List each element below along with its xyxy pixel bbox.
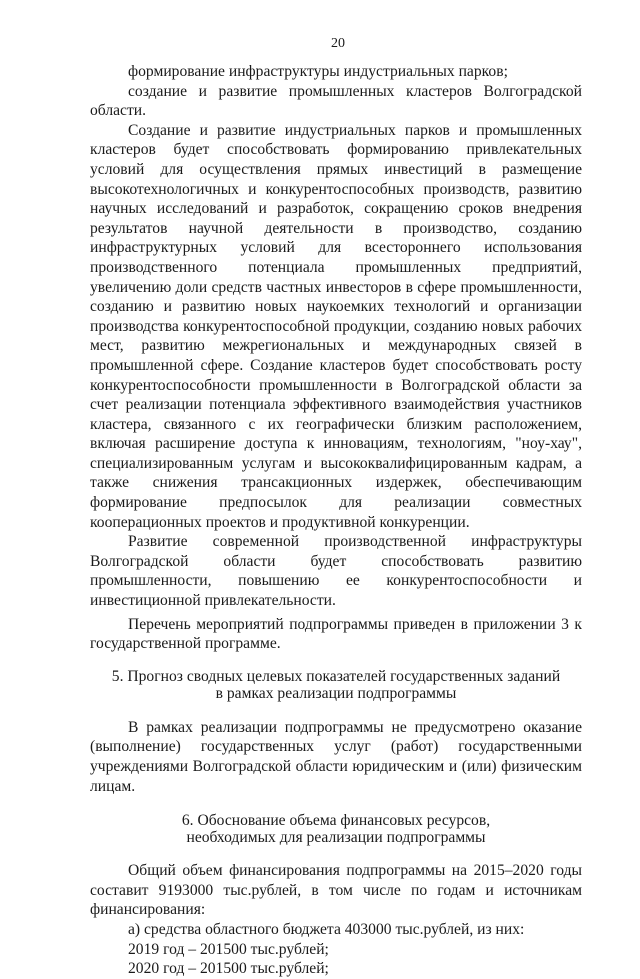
paragraph: 2019 год – 201500 тыс.рублей;: [128, 940, 329, 958]
paragraph: Перечень мероприятий подпрограммы приведен в приложении 3 к государственной программе.: [90, 615, 582, 653]
paragraph: формирование инфраструктуры индустриальных парков;: [128, 63, 508, 80]
paragraph: создание и развитие промышленных кластеров Волгоградской области.: [90, 82, 582, 120]
paragraph: а) средства областного бюджета 403000 тыс.рублей, из них:: [128, 920, 525, 938]
section-heading: [90, 812, 582, 846]
section-heading-line: 6. Обоснование объема финансовых ресурсов,: [181, 812, 491, 830]
page-number: 20: [331, 36, 345, 51]
section-heading-line: в рамках реализации подпрограммы: [215, 684, 457, 702]
paragraph: В рамках реализации подпрограммы не предусмотрено оказание (выполнение) государственных услуг (работ) государственными учреждениями Волгоградской области юридическим и (или) физическим лицам.: [90, 718, 582, 795]
paragraph: Создание и развитие индустриальных парков и промышленных кластеров будет способствовать формированию привлекательных условий для осуществления прямых инвестиций в размещение высокотехнологичных и конкурентоспособных производств, развитию научных исследований и разработок, сокращению сроков внедрения результатов научной деятельности в производство, созданию инфраструктурных условий для всестороннего использования производственного потенциала промышленных предприятий, увеличению доли средств частных инвесторов в сфере промышленности, созданию и развитию новых наукоемких технологий и организации производства конкурентоспособной продукции, созданию новых рабочих мест, развитию межрегиональных и международных связей в промышленной сфере. Создание кластеров будет способствовать росту конкурентоспособности промышленности в Волгоградской области за счет реализации потенциала эффективного взаимодействия участников кластера, связанного с их географически близким расположением, включая расширение доступа к инновациям, технологиям, "ноу-хау", специализированным услугам и высококвалифицированным кадрам, а также снижения трансакционных издержек, обеспечивающим формирование предпосылок для реализации совместных кооперационных проектов и продуктивной конкуренции.: [90, 121, 582, 531]
section-heading: [90, 668, 582, 702]
document-body: [90, 62, 582, 979]
section-heading-line: необходимых для реализации подпрограммы: [186, 829, 486, 847]
paragraph: Общий объем финансирования подпрограммы на 2015–2020 годы составит 9193000 тыс.рублей, в том числе по годам и источникам финансирования:: [90, 862, 582, 919]
paragraph: Развитие современной производственной инфраструктуры Волгоградской области будет способствовать развитию промышленности, повышению ее конкурентоспособности и инвестиционной привлекательности.: [90, 533, 582, 610]
paragraph: 2020 год – 201500 тыс.рублей;: [128, 960, 329, 978]
section-heading-line: 5. Прогноз сводных целевых показателей государственных заданий: [111, 667, 561, 685]
